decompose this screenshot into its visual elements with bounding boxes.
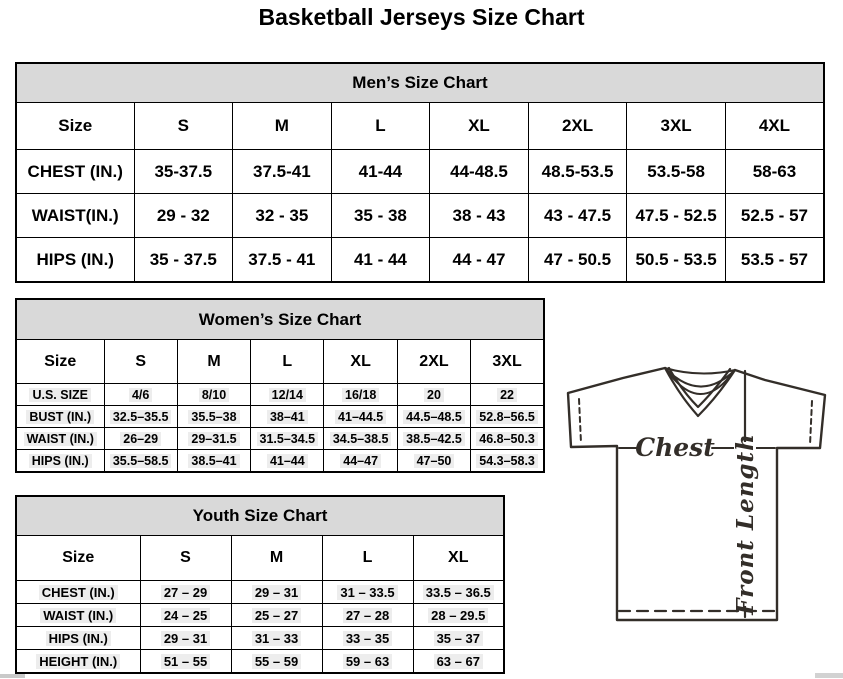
column-header: 3XL <box>627 103 726 150</box>
value-cell: 47 - 50.5 <box>528 238 627 283</box>
scrollbar-fragment-right[interactable] <box>815 673 843 678</box>
value-cell: 58-63 <box>725 150 824 194</box>
value-cell: 46.8–50.3 <box>471 428 544 450</box>
table-row <box>16 650 504 674</box>
youth-size-chart <box>15 495 505 674</box>
value-cell: 35.5–58.5 <box>104 450 177 473</box>
row-label: HIPS (IN.) <box>16 627 140 650</box>
table-row <box>16 150 824 194</box>
column-header: XL <box>324 340 397 384</box>
value-cell: 27 – 29 <box>140 581 231 604</box>
value-cell: 29 – 31 <box>231 581 322 604</box>
column-header-row <box>16 536 504 581</box>
value-cell: 20 <box>397 384 470 406</box>
column-header: L <box>322 536 413 581</box>
column-header: Size <box>16 340 104 384</box>
value-cell: 24 – 25 <box>140 604 231 627</box>
value-cell: 51 – 55 <box>140 650 231 674</box>
value-cell: 54.3–58.3 <box>471 450 544 473</box>
value-cell: 31 – 33 <box>231 627 322 650</box>
value-cell: 25 – 27 <box>231 604 322 627</box>
column-header: M <box>231 536 322 581</box>
value-cell: 44-48.5 <box>430 150 529 194</box>
value-cell: 43 - 47.5 <box>528 194 627 238</box>
table-row <box>16 627 504 650</box>
table-row <box>16 581 504 604</box>
value-cell: 53.5-58 <box>627 150 726 194</box>
value-cell: 4/6 <box>104 384 177 406</box>
value-cell: 33 – 35 <box>322 627 413 650</box>
column-header: Size <box>16 103 134 150</box>
row-label: WAIST (IN.) <box>16 428 104 450</box>
table-row <box>16 450 544 473</box>
value-cell: 38–41 <box>251 406 324 428</box>
column-header: S <box>134 103 233 150</box>
row-label: WAIST(IN.) <box>16 194 134 238</box>
table-row <box>16 238 824 283</box>
value-cell: 44 - 47 <box>430 238 529 283</box>
mens-size-chart <box>15 62 825 283</box>
value-cell: 16/18 <box>324 384 397 406</box>
value-cell: 53.5 - 57 <box>725 238 824 283</box>
value-cell: 44.5–48.5 <box>397 406 470 428</box>
value-cell: 35 - 38 <box>331 194 430 238</box>
column-header: 4XL <box>725 103 824 150</box>
column-header: S <box>104 340 177 384</box>
value-cell: 52.8–56.5 <box>471 406 544 428</box>
column-header: S <box>140 536 231 581</box>
value-cell: 22 <box>471 384 544 406</box>
row-label: U.S. SIZE <box>16 384 104 406</box>
table-row <box>16 384 544 406</box>
value-cell: 37.5 - 41 <box>233 238 332 283</box>
value-cell: 38 - 43 <box>430 194 529 238</box>
value-cell: 59 – 63 <box>322 650 413 674</box>
value-cell: 41-44 <box>331 150 430 194</box>
value-cell: 31 – 33.5 <box>322 581 413 604</box>
column-header: 3XL <box>471 340 544 384</box>
chest-label: Chest <box>635 433 715 462</box>
value-cell: 50.5 - 53.5 <box>627 238 726 283</box>
value-cell: 41 - 44 <box>331 238 430 283</box>
women-table-title: Women’s Size Chart <box>16 299 544 340</box>
row-label: HIPS (IN.) <box>16 450 104 473</box>
value-cell: 41–44 <box>251 450 324 473</box>
value-cell: 47–50 <box>397 450 470 473</box>
scrollbar-fragment-left[interactable] <box>0 674 25 678</box>
women-size-table <box>15 298 545 473</box>
value-cell: 27 – 28 <box>322 604 413 627</box>
value-cell: 37.5-41 <box>233 150 332 194</box>
row-label: HIPS (IN.) <box>16 238 134 283</box>
front-length-label: Front Length <box>732 433 759 615</box>
value-cell: 38.5–42.5 <box>397 428 470 450</box>
value-cell: 41–44.5 <box>324 406 397 428</box>
value-cell: 29 - 32 <box>134 194 233 238</box>
table-row <box>16 406 544 428</box>
value-cell: 8/10 <box>177 384 250 406</box>
value-cell: 34.5–38.5 <box>324 428 397 450</box>
table-row <box>16 194 824 238</box>
value-cell: 31.5–34.5 <box>251 428 324 450</box>
value-cell: 26–29 <box>104 428 177 450</box>
value-cell: 29 – 31 <box>140 627 231 650</box>
value-cell: 33.5 – 36.5 <box>413 581 504 604</box>
value-cell: 32.5–35.5 <box>104 406 177 428</box>
value-cell: 48.5-53.5 <box>528 150 627 194</box>
collar-band-curves <box>665 368 735 394</box>
row-label: CHEST (IN.) <box>16 150 134 194</box>
youth-table-title: Youth Size Chart <box>16 496 504 536</box>
value-cell: 12/14 <box>251 384 324 406</box>
womens-size-chart <box>15 298 545 473</box>
column-header: L <box>331 103 430 150</box>
right-cuff-dashed-line <box>810 401 812 445</box>
value-cell: 52.5 - 57 <box>725 194 824 238</box>
table-row <box>16 428 544 450</box>
value-cell: 35.5–38 <box>177 406 250 428</box>
column-header-row <box>16 340 544 384</box>
value-cell: 35-37.5 <box>134 150 233 194</box>
value-cell: 44–47 <box>324 450 397 473</box>
value-cell: 35 - 37.5 <box>134 238 233 283</box>
row-label: BUST (IN.) <box>16 406 104 428</box>
men-size-table <box>15 62 825 283</box>
column-header: M <box>177 340 250 384</box>
column-header: M <box>233 103 332 150</box>
column-header: Size <box>16 536 140 581</box>
row-label: WAIST (IN.) <box>16 604 140 627</box>
value-cell: 35 – 37 <box>413 627 504 650</box>
jersey-measurement-diagram <box>558 358 843 625</box>
value-cell: 47.5 - 52.5 <box>627 194 726 238</box>
left-cuff-dashed-line <box>579 399 581 443</box>
value-cell: 29–31.5 <box>177 428 250 450</box>
column-header: 2XL <box>528 103 627 150</box>
column-header: L <box>251 340 324 384</box>
men-table-title: Men’s Size Chart <box>16 63 824 103</box>
value-cell: 55 – 59 <box>231 650 322 674</box>
column-header: XL <box>430 103 529 150</box>
page-title: Basketball Jerseys Size Chart <box>258 4 585 30</box>
value-cell: 32 - 35 <box>233 194 332 238</box>
column-header: XL <box>413 536 504 581</box>
column-header-row <box>16 103 824 150</box>
youth-size-table <box>15 495 505 674</box>
row-label: HEIGHT (IN.) <box>16 650 140 674</box>
row-label: CHEST (IN.) <box>16 581 140 604</box>
column-header: 2XL <box>397 340 470 384</box>
collar-v-neck <box>665 368 735 416</box>
value-cell: 28 – 29.5 <box>413 604 504 627</box>
table-row <box>16 604 504 627</box>
value-cell: 38.5–41 <box>177 450 250 473</box>
value-cell: 63 – 67 <box>413 650 504 674</box>
